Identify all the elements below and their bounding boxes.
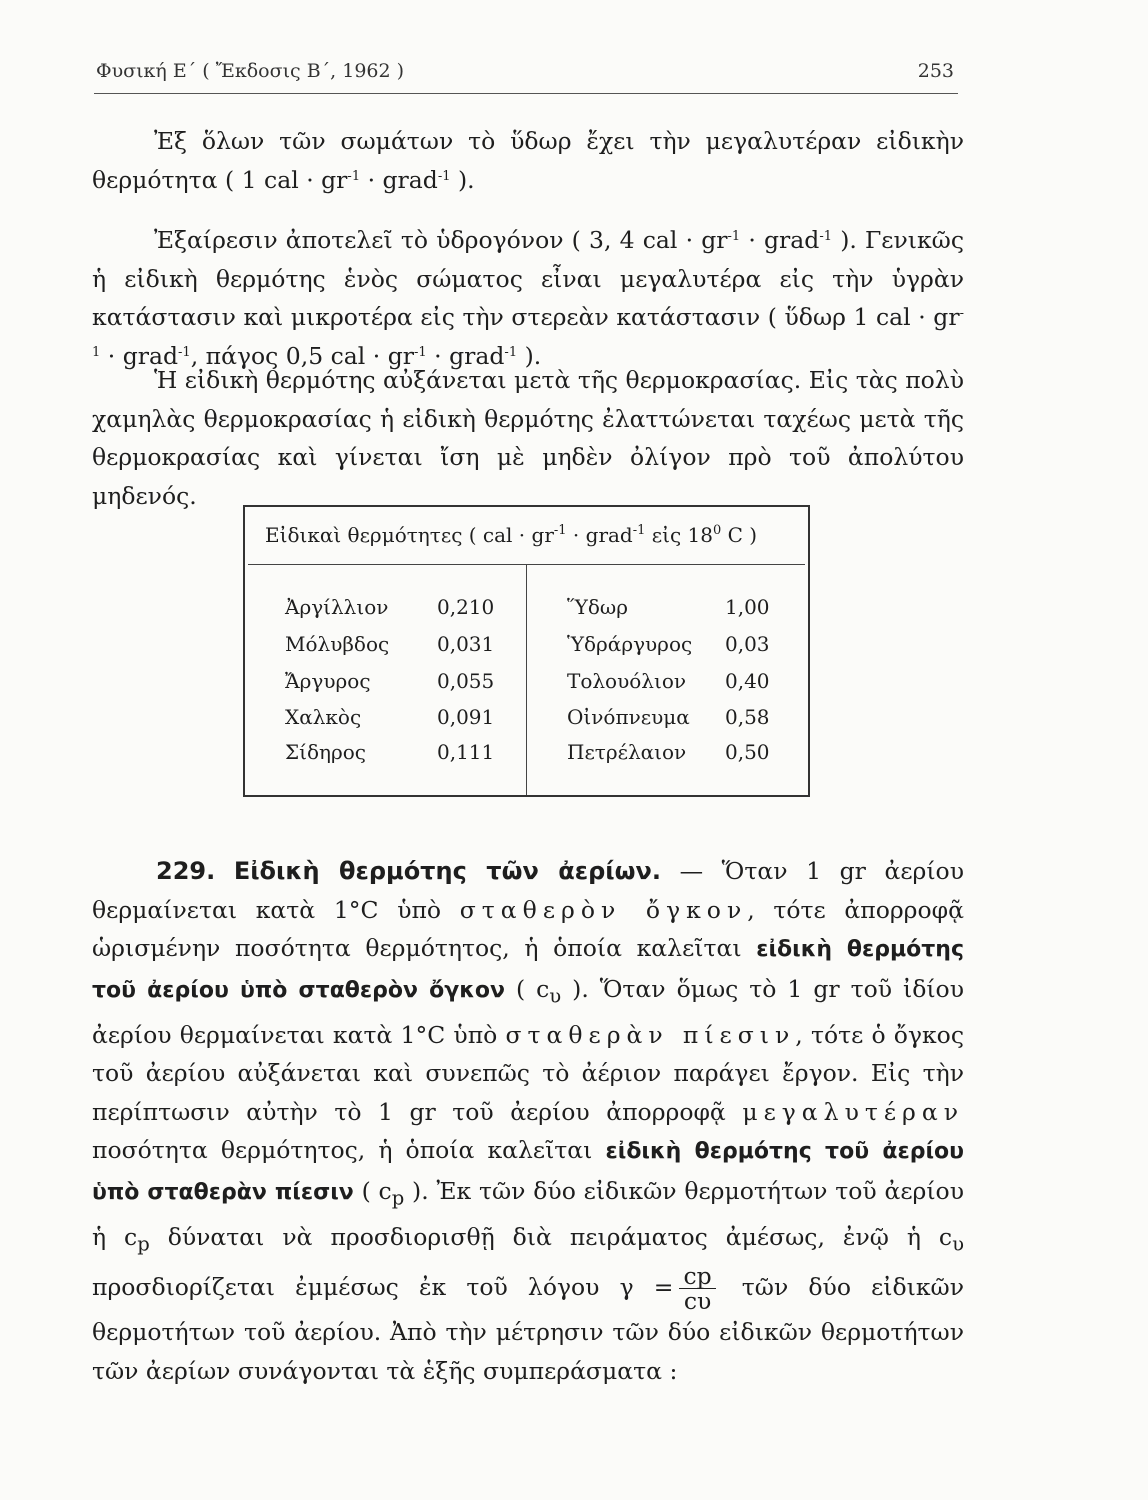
paragraph-hydrogen — [92, 221, 964, 375]
table-row — [245, 595, 808, 625]
header-title: Φυσική Ε΄ ( Ἔκδοσις Β΄, 1962 ) — [96, 60, 405, 82]
section-text: ( c — [505, 974, 550, 1003]
substance-name: Οἰνόπνευμα — [567, 705, 690, 729]
spaced-text: μεγαλυτέραν — [742, 1097, 964, 1126]
header-rule — [94, 93, 958, 94]
substance-name: Ἀργίλλιον — [285, 595, 389, 619]
sup: -1 — [727, 229, 741, 244]
table-row — [245, 740, 808, 770]
section-text: , τότε ὁ ὄγκος τοῦ ἀερίου αὐξάνεται καὶ συνεπῶς τὸ ἀέριον παράγει ἔργον. Εἰς τὴν περίπτωσιν αὐτὴν τὸ 1 gr τοῦ ἀερίου ἀπορροφᾷ — [92, 1020, 964, 1126]
sup: -1 — [347, 168, 361, 184]
substance-name: Ὕδωρ — [567, 595, 628, 619]
p2-text: ). — [517, 341, 542, 370]
substance-value: 0,03 — [725, 632, 770, 656]
substance-name: Ἄργυρος — [285, 669, 371, 693]
substance-value: 0,50 — [725, 740, 770, 764]
spaced-text: σταθερὸν ὄγκον — [459, 895, 748, 924]
bold-term: εἰδικὴ θερμότης τοῦ ἀερίου ὑπὸ σταθερὸν ὄγκον — [92, 937, 964, 1003]
substance-value: 0,58 — [725, 705, 770, 729]
sup: -1 — [819, 229, 833, 244]
table-caption — [265, 523, 757, 547]
subscript: p — [137, 1232, 150, 1256]
sup: 0 — [712, 523, 722, 538]
substance-value: 0,091 — [437, 705, 495, 729]
section-title: Εἰδικὴ θερμότης τῶν ἀερίων. — [233, 857, 661, 885]
substance-value: 0,210 — [437, 595, 495, 619]
section-text: ). Ὅταν ὅμως τὸ 1 gr τοῦ ἰδίου ἀερίου θερμαίνεται κατὰ 1°C ὑπὸ — [92, 974, 964, 1049]
page-number: 253 — [917, 60, 954, 82]
table-row — [245, 705, 808, 735]
p2-text: · grad — [426, 341, 505, 370]
sup: -1 — [504, 344, 518, 360]
section-text: , τότε ἀπορροφᾷ ὡρισμένην ποσότητα θερμότητος, ἡ ὁποία καλεῖται — [92, 895, 964, 962]
caption-text: Εἰδικαὶ θερμότητες ( cal · gr — [265, 523, 554, 547]
caption-text: C ) — [721, 523, 758, 547]
caption-text: · grad — [566, 523, 633, 547]
subscript: p — [391, 1186, 405, 1210]
p2-text: · grad — [100, 341, 179, 370]
substance-name: Χαλκὸς — [285, 705, 362, 729]
sup: -1 — [437, 168, 451, 184]
substance-name: Σίδηρος — [285, 740, 367, 764]
substance-value: 0,055 — [437, 669, 495, 693]
section-number: 229. — [156, 857, 216, 885]
p1-text: Ἐξ ὅλων τῶν σωμάτων τὸ ὕδωρ ἔχει τὴν μεγαλυτέραν εἰδικὴν θερμότητα ( 1 cal · gr — [92, 127, 964, 194]
sup: -1 — [92, 306, 964, 360]
table-row — [245, 669, 808, 699]
substance-value: 0,111 — [437, 740, 495, 764]
substance-name: Τολουόλιον — [567, 669, 687, 693]
section-text: ποσότητα θερμότητος, ἡ ὁποία καλεῖται — [92, 1136, 606, 1165]
p1-text: · grad — [360, 165, 438, 194]
section-text: — Ὅταν 1 gr ἀερίου θερμαίνεται κατὰ 1°C ὑπὸ — [92, 857, 964, 924]
subscript: υ — [952, 1232, 964, 1256]
sup: -1 — [632, 523, 646, 538]
section-text: ). Ἐκ τῶν δύο εἰδικῶν θερμοτήτων τοῦ ἀερίου ἡ c — [92, 1176, 964, 1251]
sup: -1 — [178, 344, 191, 360]
p2-text: Ἐξαίρεσιν ἀποτελεῖ τὸ ὑδρογόνον ( 3, 4 cal · gr — [154, 226, 728, 254]
table-row — [245, 632, 808, 662]
subscript: υ — [549, 984, 562, 1008]
gamma-fraction — [679, 1262, 715, 1316]
fraction-numerator: cp — [679, 1264, 715, 1289]
sup: -1 — [414, 344, 427, 360]
caption-text: εἰς 18 — [645, 523, 713, 547]
substance-name: Ὑδράργυρος — [567, 632, 693, 656]
bold-term: εἰδικὴ θερμότης τοῦ ἀερίου ὑπὸ σταθερὰν πίεσιν — [92, 1139, 964, 1205]
section-text: δύναται νὰ προσδιορισθῇ διὰ πειράματος ἀμέσως, ἐνῷ ἡ c — [149, 1222, 953, 1251]
section-text: προσδιορίζεται ἐμμέσως ἐκ τοῦ λόγου γ = — [92, 1273, 674, 1302]
p2-text: ). Γενικῶς ἡ εἰδικὴ θερμότης ἑνὸς σώματος εἶναι μεγαλυτέρα εἰς τὴν ὑγρὰν κατάστασιν καὶ μικροτέρα εἰς τὴν στερεὰν κατάστασιν ( ὕδωρ 1 cal · gr — [92, 226, 964, 331]
section-text: τῶν δύο εἰδικῶν θερμοτήτων τοῦ ἀερίου. Ἀπὸ τὴν μέτρησιν τῶν δύο εἰδικῶν θερμοτήτων τῶν ἀερίων συνάγονται τὰ ἑξῆς συμπεράσματα : — [92, 1273, 964, 1385]
specific-heat-table — [243, 505, 810, 797]
section-text: ( c — [353, 1176, 392, 1205]
p2-text: · grad — [740, 226, 820, 254]
p1-text: ). — [450, 165, 475, 194]
sup: -1 — [553, 523, 567, 538]
substance-name: Πετρέλαιον — [567, 740, 687, 764]
substance-value: 0,40 — [725, 669, 770, 693]
p2-text: , πάγος 0,5 cal · gr — [190, 341, 414, 370]
substance-value: 0,031 — [437, 632, 495, 656]
substance-value: 1,00 — [725, 595, 770, 619]
fraction-denominator: cυ — [683, 1287, 712, 1316]
substance-name: Μόλυβδος — [285, 632, 390, 656]
paragraph-water — [92, 122, 964, 199]
spaced-text: σταθερὰν πίεσιν — [505, 1020, 796, 1049]
section-229 — [92, 852, 964, 1390]
paragraph-temperature: Ἡ εἰδικὴ θερμότης αὐξάνεται μετὰ τῆς θερμοκρασίας. Εἰς τὰς πολὺ χαμηλὰς θερμοκρασίας ἡ εἰδικὴ θερμότης ἐλαττώνεται ταχέως μετὰ τῆς θερμοκρασίας καὶ γίνεται ἴση μὲ μηδὲν ὀλίγον πρὸ τοῦ ἀπολύτου μηδενός. — [92, 366, 964, 510]
running-header — [96, 60, 956, 82]
